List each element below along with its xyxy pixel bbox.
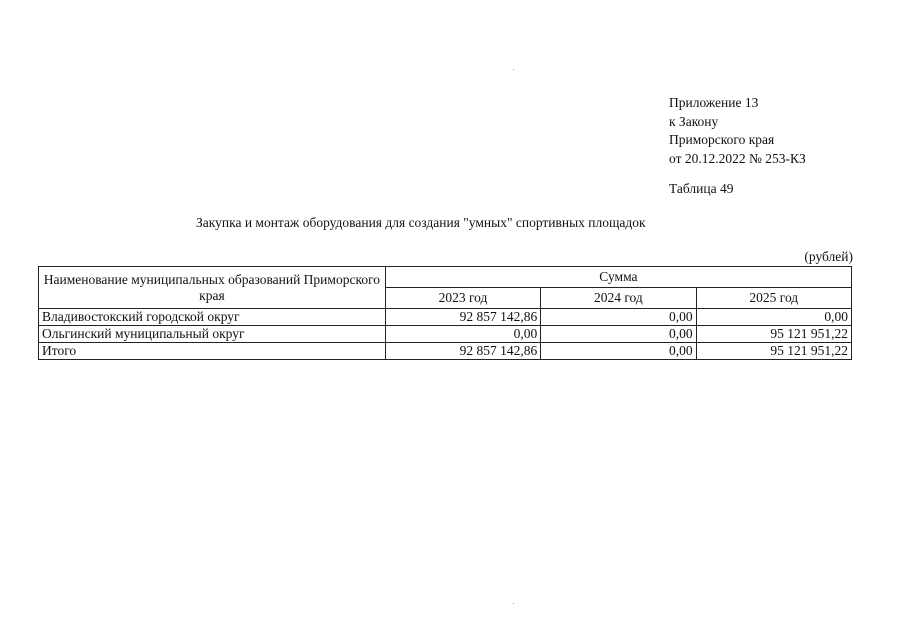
- row-value: 0,00: [696, 309, 851, 326]
- total-label: Итого: [39, 343, 386, 360]
- total-value: 0,00: [541, 343, 696, 360]
- column-header-year: 2024 год: [541, 288, 696, 309]
- column-header-year: 2023 год: [385, 288, 540, 309]
- appendix-line: от 20.12.2022 № 253-КЗ: [669, 150, 806, 166]
- total-value: 95 121 951,22: [696, 343, 851, 360]
- row-name: Владивостокский городской округ: [39, 309, 386, 326]
- table-row: [39, 309, 852, 326]
- appendix-line: Приморского края: [669, 132, 775, 147]
- funding-table: [38, 266, 852, 360]
- scan-speck: [513, 603, 514, 604]
- appendix-line: к Закону: [669, 113, 719, 129]
- appendix-line: Приложение 13: [669, 95, 759, 110]
- table-number: Таблица 49: [669, 181, 734, 196]
- scan-speck: [513, 69, 514, 70]
- units-label: (рублей): [804, 249, 853, 264]
- row-value: 92 857 142,86: [385, 309, 540, 326]
- appendix-header: [669, 94, 806, 168]
- column-header-sum: Сумма: [385, 267, 851, 288]
- row-value: 0,00: [541, 309, 696, 326]
- row-value: 0,00: [541, 326, 696, 343]
- table-total-row: [39, 343, 852, 360]
- row-value: 95 121 951,22: [696, 326, 851, 343]
- column-header-year: 2025 год: [696, 288, 851, 309]
- table-header-row: [39, 267, 852, 288]
- document-title: Закупка и монтаж оборудования для создания "умных" спортивных площадок: [196, 215, 646, 230]
- table-row: [39, 326, 852, 343]
- column-header-name: Наименование муниципальных образований Приморского края: [39, 267, 386, 309]
- total-value: 92 857 142,86: [385, 343, 540, 360]
- row-value: 0,00: [385, 326, 540, 343]
- row-name: Ольгинский муниципальный округ: [39, 326, 386, 343]
